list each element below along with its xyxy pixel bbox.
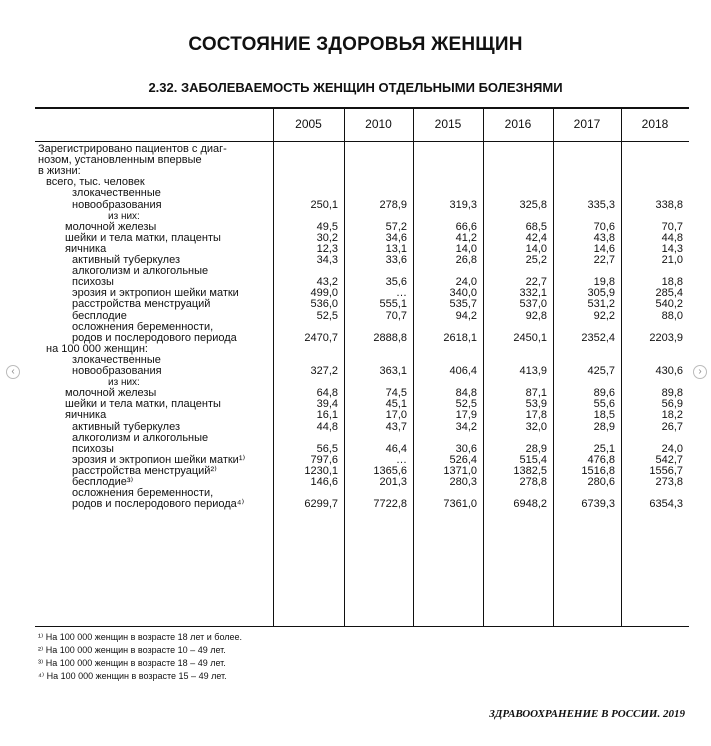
- table-cell: 19,8: [593, 276, 615, 289]
- table-cell: 280,3: [449, 476, 477, 488]
- table-cell: 43,2: [316, 276, 338, 289]
- table-cell: 327,2: [310, 365, 338, 377]
- table-cell: 34,6: [385, 231, 407, 244]
- row-label: психозы: [72, 276, 114, 289]
- table-cell: 57,2: [385, 220, 407, 233]
- row-label: злокачественные: [72, 187, 161, 200]
- table-cell: 542,7: [655, 453, 683, 466]
- table-bottom-border: [35, 626, 689, 627]
- table-cell: 41,2: [455, 231, 477, 244]
- table-cell: 43,7: [385, 420, 407, 433]
- next-page-button[interactable]: [693, 365, 707, 379]
- table-cell: 325,8: [519, 198, 547, 211]
- table-cell: 44,8: [661, 231, 683, 244]
- table-cell: 25,2: [525, 254, 547, 266]
- table-cell: 537,0: [519, 298, 547, 311]
- table-cell: 280,6: [587, 476, 615, 488]
- table-cell: 35,6: [385, 276, 407, 289]
- table-cell: 34,3: [316, 254, 338, 266]
- table-cell: 7361,0: [443, 498, 477, 511]
- row-label: яичника: [65, 409, 107, 422]
- table-cell: 28,9: [593, 420, 615, 433]
- row-label: в жизни:: [38, 165, 81, 178]
- table-cell: 12,3: [316, 242, 338, 255]
- table-cell: 70,6: [593, 220, 615, 233]
- row-label: эрозия и эктропион шейки матки¹⁾: [72, 453, 246, 466]
- footnote: ³⁾ На 100 000 женщин в возрасте 18 – 49 лет.: [38, 658, 226, 668]
- row-label: шейки и тела матки, плаценты: [65, 398, 221, 411]
- table-cell: 6948,2: [513, 498, 547, 511]
- row-label: алкоголизм и алкогольные: [72, 265, 209, 278]
- table-cell: 14,3: [661, 242, 683, 255]
- table-cell: 476,8: [587, 453, 615, 466]
- table-cell: 56,5: [316, 442, 338, 455]
- row-label: яичника: [65, 242, 107, 255]
- table-cell: 44,8: [316, 420, 338, 433]
- table-cell: 21,0: [661, 254, 683, 266]
- row-label: эрозия и эктропион шейки матки: [72, 287, 239, 300]
- row-label: бесплодие³⁾: [72, 476, 134, 488]
- table-cell: 55,6: [593, 398, 615, 411]
- table-cell: 201,3: [379, 476, 407, 488]
- table-cell: …: [396, 453, 407, 466]
- year-header: 2016: [504, 117, 532, 131]
- table-cell: 26,7: [661, 420, 683, 433]
- table-cell: 6299,7: [304, 498, 338, 511]
- table-cell: 25,1: [593, 442, 615, 455]
- table-cell: 84,8: [455, 387, 477, 400]
- table-cell: 24,0: [455, 276, 477, 289]
- table-cell: 278,8: [519, 476, 547, 488]
- table-cell: 30,6: [455, 442, 477, 455]
- table-cell: 2352,4: [581, 331, 615, 344]
- table-cell: 13,1: [385, 242, 407, 255]
- row-label: нозом, установленным впервые: [38, 154, 202, 167]
- table-cell: 16,1: [316, 409, 338, 422]
- table-cell: 56,9: [661, 398, 683, 411]
- table-cell: 7722,8: [373, 498, 407, 511]
- year-header: 2015: [434, 117, 462, 131]
- table-header-border: [35, 141, 689, 142]
- table-cell: 332,1: [519, 287, 547, 300]
- prev-page-button[interactable]: [6, 365, 20, 379]
- table-cell: 340,0: [449, 287, 477, 300]
- table-cell: 74,5: [385, 387, 407, 400]
- table-cell: 536,0: [310, 298, 338, 311]
- table-cell: 540,2: [655, 298, 683, 311]
- year-header: 2018: [641, 117, 669, 131]
- row-label: шейки и тела матки, плаценты: [65, 231, 221, 244]
- table-cell: 26,8: [455, 254, 477, 266]
- table-cell: 52,5: [455, 398, 477, 411]
- table-cell: 1382,5: [513, 464, 547, 477]
- table-cell: 14,0: [455, 242, 477, 255]
- table-cell: 335,3: [587, 198, 615, 211]
- year-header: 2017: [573, 117, 601, 131]
- table-cell: 92,8: [525, 309, 547, 322]
- table-cell: 797,6: [310, 453, 338, 466]
- table-cell: 535,7: [449, 298, 477, 311]
- row-label: всего, тыс. человек: [46, 176, 145, 189]
- table-cell: 43,8: [593, 231, 615, 244]
- table-cell: 14,0: [525, 242, 547, 255]
- row-label: осложнения беременности,: [72, 487, 214, 500]
- row-label: Зарегистрировано пациентов с диаг-: [38, 143, 227, 155]
- footnote: ¹⁾ На 100 000 женщин в возрасте 18 лет и более.: [38, 632, 243, 642]
- table-cell: 17,9: [455, 409, 477, 422]
- table-cell: 14,6: [593, 242, 615, 255]
- table-cell: 413,9: [519, 365, 547, 377]
- table-cell: 1556,7: [649, 464, 683, 477]
- row-label: алкоголизм и алкогольные: [72, 431, 209, 444]
- footnote: ²⁾ На 100 000 женщин в возрасте 10 – 49 лет.: [38, 645, 226, 655]
- table-cell: …: [396, 287, 407, 300]
- row-label: из них:: [108, 210, 140, 222]
- table-cell: 46,4: [385, 442, 407, 455]
- table-cell: 52,5: [316, 309, 338, 322]
- table-cell: 425,7: [587, 365, 615, 377]
- table-cell: 1516,8: [581, 464, 615, 477]
- table-cell: 53,9: [525, 398, 547, 411]
- row-label: молочной железы: [65, 387, 157, 400]
- table-cell: 22,7: [593, 254, 615, 266]
- row-label: бесплодие: [72, 309, 127, 322]
- table-cell: 555,1: [379, 298, 407, 311]
- row-label: родов и послеродового периода⁴⁾: [72, 498, 245, 511]
- table-cell: 1230,1: [304, 464, 338, 477]
- chevron-right-icon: ›: [698, 366, 702, 377]
- source-caption: ЗДРАВООХРАНЕНИЕ В РОССИИ. 2019: [489, 708, 685, 720]
- table-cell: 338,8: [655, 198, 683, 211]
- table-cell: 250,1: [310, 198, 338, 211]
- table-cell: 2618,1: [443, 331, 477, 344]
- row-label: расстройства менструаций²⁾: [72, 464, 217, 477]
- table-cell: 6354,3: [649, 498, 683, 511]
- row-label: молочной железы: [65, 220, 157, 233]
- table-cell: 28,9: [525, 442, 547, 455]
- table-cell: 32,0: [525, 420, 547, 433]
- year-header: 2010: [365, 117, 392, 131]
- row-label: злокачественные: [72, 353, 161, 366]
- table-cell: 34,2: [455, 420, 477, 433]
- table-cell: 49,5: [316, 220, 338, 233]
- footnote: ⁴⁾ На 100 000 женщин в возрасте 15 – 49 лет.: [38, 671, 227, 681]
- table-cell: 66,6: [455, 220, 477, 233]
- table-cell: 319,3: [449, 198, 477, 211]
- row-label: из них:: [108, 377, 140, 389]
- table-cell: 22,7: [525, 276, 547, 289]
- table-cell: 89,8: [661, 387, 683, 400]
- row-label: осложнения беременности,: [72, 320, 214, 333]
- row-label: на 100 000 женщин:: [46, 342, 148, 355]
- table-cell: 499,0: [310, 287, 338, 300]
- table-cell: 68,5: [525, 220, 547, 233]
- table-cell: 30,2: [316, 231, 338, 244]
- table-cell: 285,4: [655, 287, 683, 300]
- row-label: активный туберкулез: [72, 254, 180, 266]
- table-cell: 24,0: [661, 442, 683, 455]
- table-cell: 42,4: [525, 231, 547, 244]
- table-cell: 18,2: [661, 409, 683, 422]
- table-cell: 94,2: [455, 309, 477, 322]
- table-cell: 92,2: [593, 309, 615, 322]
- table-cell: 406,4: [449, 365, 477, 377]
- table-cell: 87,1: [525, 387, 547, 400]
- row-label: психозы: [72, 442, 114, 455]
- table-cell: 70,7: [385, 309, 407, 322]
- table-cell: 39,4: [316, 398, 338, 411]
- table-cell: 2203,9: [649, 331, 683, 344]
- table-cell: 18,5: [593, 409, 615, 422]
- row-label: новообразования: [72, 198, 162, 211]
- table-cell: 70,7: [661, 220, 683, 233]
- table-cell: 17,0: [385, 409, 407, 422]
- table-cell: 305,9: [587, 287, 615, 300]
- table-cell: 430,6: [655, 365, 683, 377]
- table-cell: 515,4: [519, 453, 547, 466]
- year-header: 2005: [295, 117, 322, 131]
- table-cell: 531,2: [587, 298, 615, 311]
- table-cell: 146,6: [310, 476, 338, 488]
- row-label: новообразования: [72, 365, 162, 377]
- row-label: родов и послеродового периода: [72, 331, 237, 344]
- row-label: расстройства менструаций: [72, 298, 211, 311]
- table-cell: 18,8: [661, 276, 683, 289]
- table-title: 2.32. ЗАБОЛЕВАЕМОСТЬ ЖЕНЩИН ОТДЕЛЬНЫМИ БОЛЕЗНЯМИ: [148, 80, 563, 95]
- table-cell: 2888,8: [373, 331, 407, 344]
- table-cell: 17,8: [525, 409, 547, 422]
- table-cell: 64,8: [316, 387, 338, 400]
- table-cell: 88,0: [661, 309, 683, 322]
- table-cell: 526,4: [449, 453, 477, 466]
- table-cell: 45,1: [385, 398, 407, 411]
- chevron-left-icon: ‹: [11, 366, 15, 377]
- table-cell: 89,6: [593, 387, 615, 400]
- table-cell: 2450,1: [513, 331, 547, 344]
- row-label: активный туберкулез: [72, 420, 180, 433]
- table-cell: 33,6: [385, 254, 407, 266]
- table-cell: 273,8: [655, 476, 683, 488]
- page-title: СОСТОЯНИЕ ЗДОРОВЬЯ ЖЕНЩИН: [188, 34, 523, 55]
- table-cell: 6739,3: [581, 498, 615, 511]
- table-cell: 278,9: [379, 198, 407, 211]
- table-top-border: [35, 107, 689, 109]
- table-cell: 1365,6: [373, 464, 407, 477]
- table-cell: 2470,7: [304, 331, 338, 344]
- table-cell: 1371,0: [443, 464, 477, 477]
- table-cell: 363,1: [379, 365, 407, 377]
